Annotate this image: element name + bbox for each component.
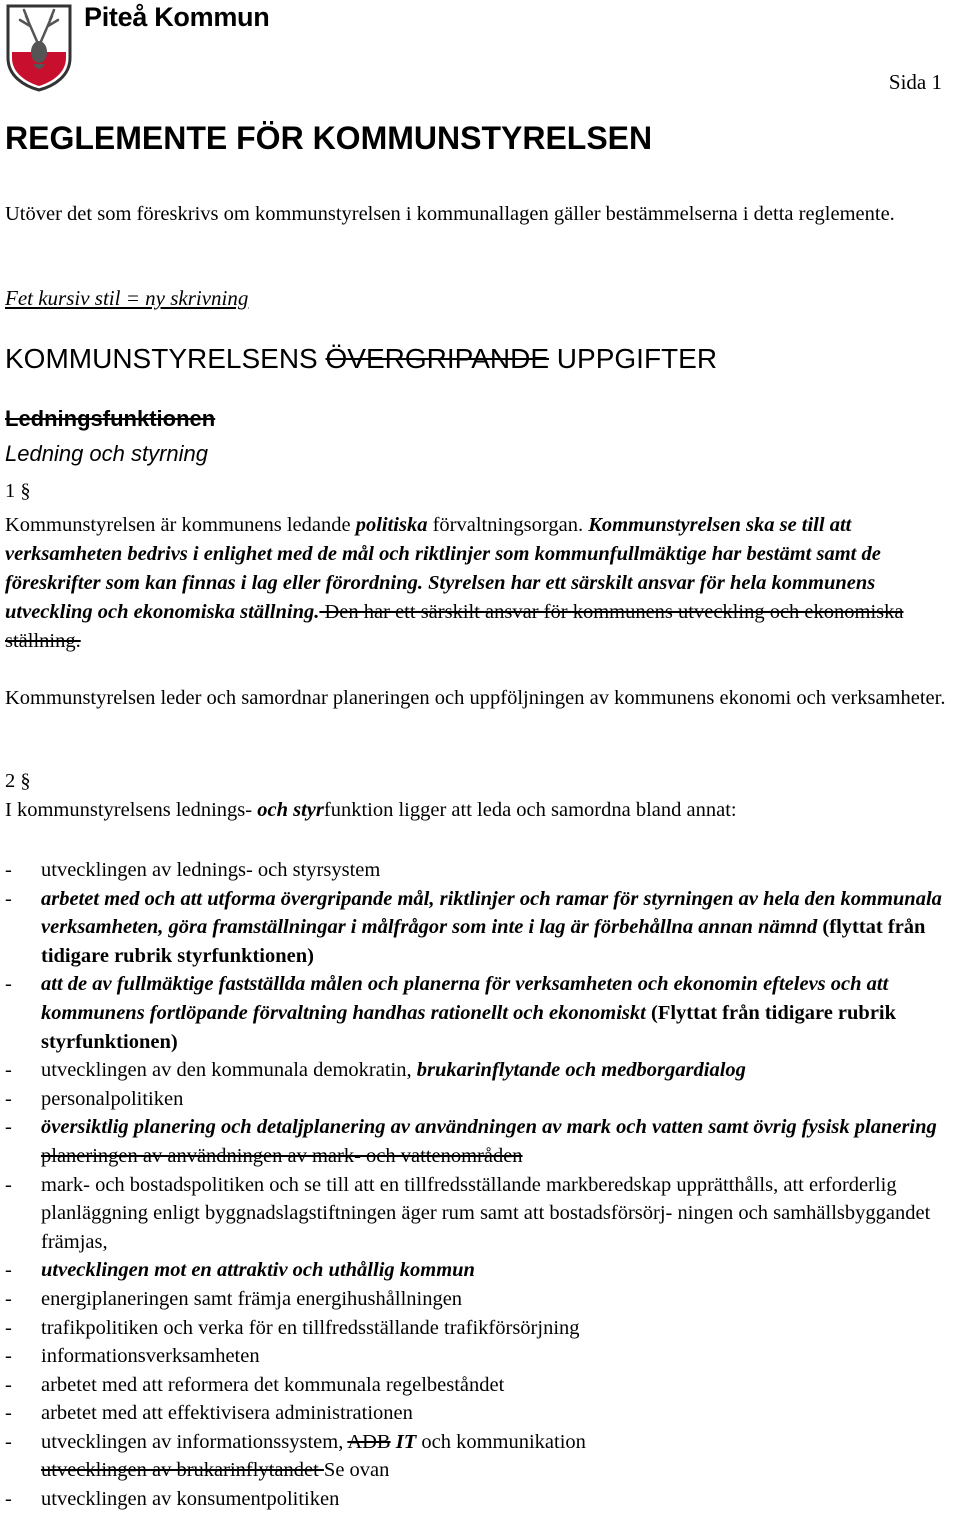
list-item bbox=[5, 1314, 960, 1343]
list-item-text: utvecklingen av den kommunala demokratin, bbox=[41, 1059, 417, 1082]
list-item bbox=[5, 1428, 960, 1485]
list-item bbox=[5, 1371, 960, 1400]
list-item-text: utvecklingen mot en attraktiv och uthållig kommun bbox=[41, 1259, 475, 1282]
p2-text-c: funktion ligger att leda och samordna bland annat: bbox=[323, 799, 737, 821]
list-dash: - bbox=[5, 859, 12, 881]
list-item-text: översiktlig planering och detaljplanering av användningen av mark och vatten samt övrig fysisk planering bbox=[41, 1116, 937, 1139]
list-item bbox=[5, 970, 960, 1056]
task-list bbox=[5, 856, 960, 1514]
municipality-logo bbox=[4, 2, 74, 92]
list-dash: - bbox=[5, 1087, 12, 1110]
list-item bbox=[5, 1285, 960, 1314]
list-dash: - bbox=[5, 1116, 12, 1139]
p2-text-b: och styr bbox=[257, 799, 324, 821]
list-dash: - bbox=[5, 1316, 12, 1339]
document-title: REGLEMENTE FÖR KOMMUNSTYRELSEN bbox=[5, 120, 653, 156]
list-item bbox=[5, 1399, 960, 1428]
list-item bbox=[5, 1171, 960, 1257]
list-item-struck: ADB bbox=[347, 1430, 391, 1453]
list-item bbox=[5, 1342, 960, 1371]
paragraph-number-1: 1 § bbox=[5, 480, 31, 502]
list-item-new: brukarinflytande och medborgardialog bbox=[416, 1059, 746, 1082]
p1-text-a: Kommunstyrelsen är kommunens ledande bbox=[5, 514, 356, 536]
organization-name: Piteå Kommun bbox=[84, 2, 270, 32]
subheading-struck: Ledningsfunktionen bbox=[5, 406, 216, 431]
heading-part1: KOMMUNSTYRELSENS bbox=[5, 343, 326, 374]
subheading-new: Ledning och styrning bbox=[5, 441, 209, 466]
list-dash: - bbox=[5, 887, 12, 910]
paragraph-2 bbox=[5, 799, 737, 822]
list-item-text: arbetet med att effektivisera administrationen bbox=[41, 1402, 413, 1425]
list-dash: - bbox=[5, 1173, 12, 1196]
list-item-struck: planeringen av användningen av mark- och vattenområden bbox=[41, 1144, 523, 1167]
p1-text-e: Den har ett särskilt ansvar för kommunens utveckling och ekonomiska ställning. bbox=[5, 601, 904, 652]
list-item-text: informationsverksamheten bbox=[41, 1345, 260, 1368]
list-item-text-end: och kommunikation bbox=[416, 1430, 586, 1453]
page-number: Sida 1 bbox=[888, 70, 942, 94]
paragraph-1b: Kommunstyrelsen leder och samordnar planeringen och uppföljningen av kommunens ekonomi och verksamheter. bbox=[5, 687, 946, 709]
list-item-new: IT bbox=[390, 1430, 417, 1453]
heading-part3: UPPGIFTER bbox=[549, 343, 718, 374]
list-dash: - bbox=[5, 1402, 12, 1425]
list-item bbox=[5, 1085, 960, 1114]
list-item-text: mark- och bostadspolitiken och se till att en tillfredsställande markberedskap upprätthålls, att erforderlig planläggning enligt byggnadslagstiftningen äger rum samt att bostadsförsörj- ningen och samhällsbyggandet främjas, bbox=[41, 1173, 931, 1253]
list-item bbox=[5, 1485, 960, 1514]
list-item-struck-line: utvecklingen av brukarinflytandet bbox=[41, 1459, 324, 1482]
list-item-text: arbetet med och att utforma övergripande mål, riktlinjer och ramar för styrningen av hela den kommunala verksamheten, göra framställningar i målfrågor som inte i lag är förbehållna annan nämnd bbox=[41, 887, 942, 939]
list-item bbox=[5, 1113, 960, 1170]
paragraph-1 bbox=[5, 511, 960, 656]
p2-text-a: I kommunstyrelsens lednings- bbox=[5, 799, 258, 821]
list-dash: - bbox=[5, 973, 12, 996]
list-dash: - bbox=[5, 1430, 12, 1453]
list-item-text: utvecklingen av lednings- och styrsystem bbox=[41, 859, 381, 881]
list-dash: - bbox=[5, 1488, 12, 1511]
list-item-note: (flyttat från tidigare rubrik styrfunktionen) bbox=[41, 916, 926, 967]
p1-text-d: Kommunstyrelsen ska se till att verksamheten bedrivs i enlighet med de mål och riktlinjer som kommunfullmäktige har bestämt samt de föreskrifter som kan finnas i lag eller förordning. Styrelsen har ett särskilt ansvar för hela kommunens utveckling och ekonomiska ställning. bbox=[5, 514, 881, 623]
list-dash: - bbox=[5, 1373, 12, 1396]
list-item-text: personalpolitiken bbox=[41, 1087, 184, 1110]
paragraph-number-2: 2 § bbox=[5, 770, 31, 792]
list-item-text: utvecklingen av informationssystem, bbox=[41, 1430, 348, 1453]
list-item-text: arbetet med att reformera det kommunala regelbeståndet bbox=[41, 1373, 505, 1396]
list-dash: - bbox=[5, 1259, 12, 1282]
list-item-text: att de av fullmäktige fastställda målen och planerna för verksamheten och ekonomin eftelevs och att kommunens fortlöpande förvaltning handhas rationellt och ekonomiskt bbox=[41, 973, 889, 1024]
list-item bbox=[5, 856, 960, 885]
list-item-text: energiplaneringen samt främja energihushållningen bbox=[41, 1287, 463, 1310]
formatting-legend: Fet kursiv stil = ny skrivning bbox=[5, 286, 249, 310]
list-item-text: trafikpolitiken och verka för en tillfredsställande trafikförsörjning bbox=[41, 1316, 580, 1339]
list-dash: - bbox=[5, 1059, 12, 1082]
list-dash: - bbox=[5, 1287, 12, 1310]
list-item-text: utvecklingen av konsumentpolitiken bbox=[41, 1488, 340, 1511]
list-item bbox=[5, 1256, 960, 1285]
list-item bbox=[5, 1056, 960, 1085]
heading-struck: ÖVERGRIPANDE bbox=[325, 343, 550, 374]
list-item-see-above: Se ovan bbox=[323, 1459, 390, 1482]
section-heading bbox=[5, 343, 717, 375]
intro-paragraph: Utöver det som föreskrivs om kommunstyrelsen i kommunallagen gäller bestämmelserna i detta reglemente. bbox=[5, 203, 895, 225]
list-dash: - bbox=[5, 1345, 12, 1368]
p1-text-c: förvaltningsorgan. bbox=[427, 514, 589, 536]
list-item-note: (Flyttat från tidigare rubrik styrfunktionen) bbox=[41, 1001, 897, 1053]
p1-text-b: politiska bbox=[355, 514, 428, 536]
list-item bbox=[5, 885, 960, 971]
